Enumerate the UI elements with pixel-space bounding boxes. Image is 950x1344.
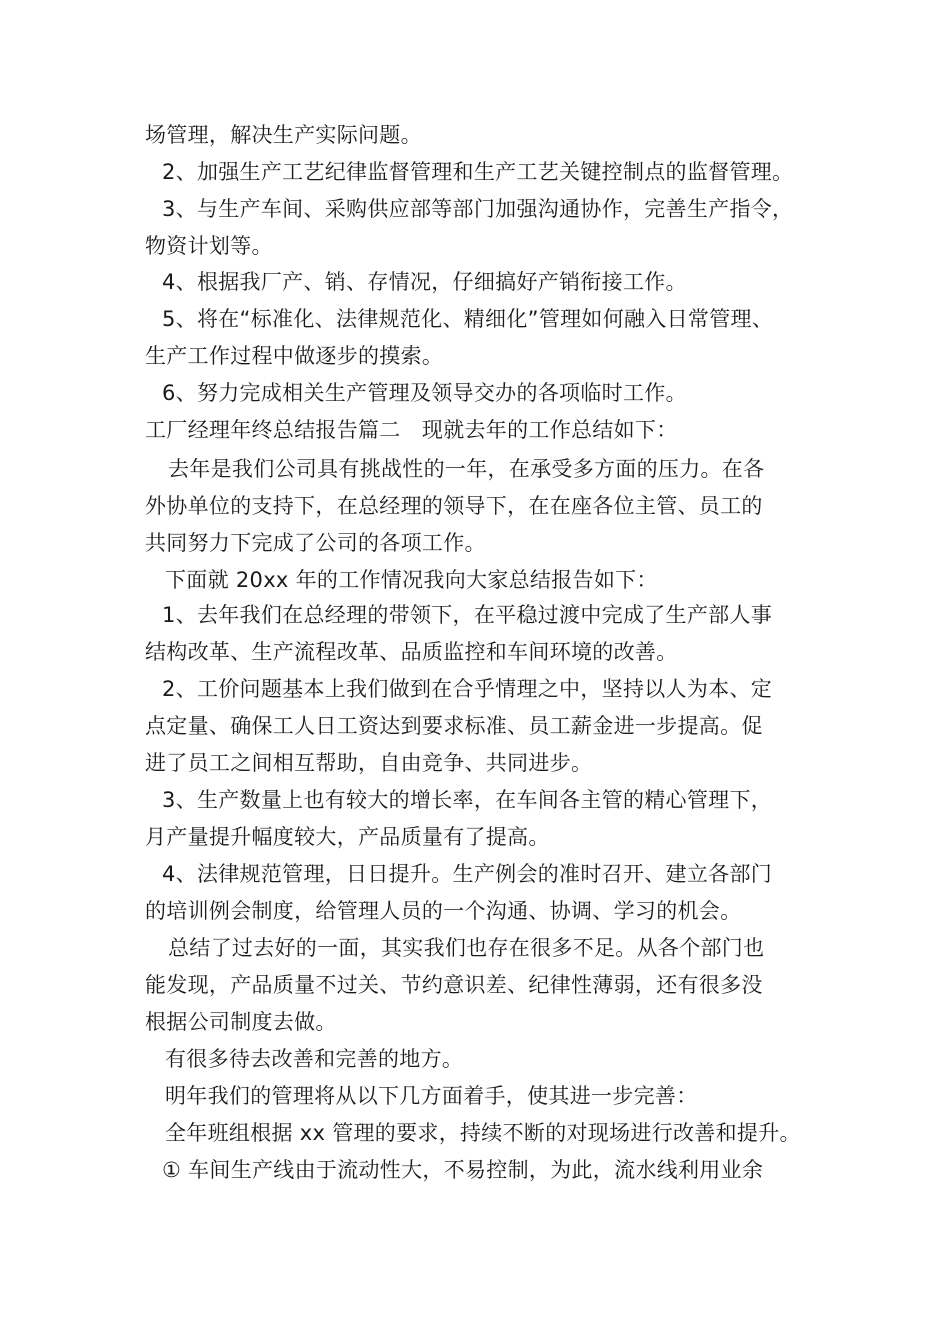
text-line: 物资计划等。 [145, 234, 273, 258]
text-line: 全年班组根据 xx 管理的要求，持续不断的对现场进行改善和提升。 [165, 1121, 801, 1145]
text-line: 工厂经理年终总结报告篇二 现就去年的工作总结如下： [145, 418, 678, 442]
text-line: 2、加强生产工艺纪律监督管理和生产工艺关键控制点的监督管理。 [162, 160, 794, 184]
text-line: 进了员工之间相互帮助，自由竞争、共同进步。 [145, 751, 593, 775]
text-line: 点定量、确保工人日工资达到要求标准、员工薪金进一步提高。促 [145, 714, 763, 738]
text-line: 3、与生产车间、采购供应部等部门加强沟通协作，完善生产指令， [162, 197, 794, 221]
text-line: 有很多待去改善和完善的地方。 [165, 1047, 464, 1071]
text-line: 2、工价问题基本上我们做到在合乎情理之中，坚持以人为本、定 [162, 677, 773, 701]
text-line: 6、努力完成相关生产管理及领导交办的各项临时工作。 [162, 381, 687, 405]
text-line: 5、将在“标准化、法律规范化、精细化”管理如何融入日常管理、 [162, 307, 774, 331]
text-line: 去年是我们公司具有挑战性的一年，在承受多方面的压力。在各 [168, 457, 765, 481]
text-line: 4、根据我厂产、销、存情况，仔细搞好产销衔接工作。 [162, 270, 687, 294]
text-line: 根据公司制度去做。 [145, 1010, 337, 1034]
text-line: 4、法律规范管理，日日提升。生产例会的准时召开、建立各部门 [162, 862, 773, 886]
text-line: 总结了过去好的一面，其实我们也存在很多不足。从各个部门也 [168, 936, 765, 960]
text-line: 下面就 20xx 年的工作情况我向大家总结报告如下： [165, 568, 658, 592]
text-line: 共同努力下完成了公司的各项工作。 [145, 531, 486, 555]
text-line: 场管理，解决生产实际问题。 [145, 123, 422, 147]
text-line: 的培训例会制度，给管理人员的一个沟通、协调、学习的机会。 [145, 899, 742, 923]
text-line: 明年我们的管理将从以下几方面着手，使其进一步完善： [165, 1084, 698, 1108]
text-line: 1、去年我们在总经理的带领下，在平稳过渡中完成了生产部人事 [162, 603, 773, 627]
text-line: 结构改革、生产流程改革、品质监控和车间环境的改善。 [145, 640, 678, 664]
text-line: 生产工作过程中做逐步的摸索。 [145, 344, 444, 368]
text-line: 月产量提升幅度较大，产品质量有了提高。 [145, 825, 550, 849]
text-line: 外协单位的支持下，在总经理的领导下，在在座各位主管、员工的 [145, 494, 763, 518]
text-line: 3、生产数量上也有较大的增长率，在车间各主管的精心管理下， [162, 788, 773, 812]
text-line: 能发现，产品质量不过关、节约意识差、纪律性薄弱，还有很多没 [145, 973, 763, 997]
text-line: ① 车间生产线由于流动性大，不易控制，为此，流水线利用业余 [162, 1158, 764, 1182]
